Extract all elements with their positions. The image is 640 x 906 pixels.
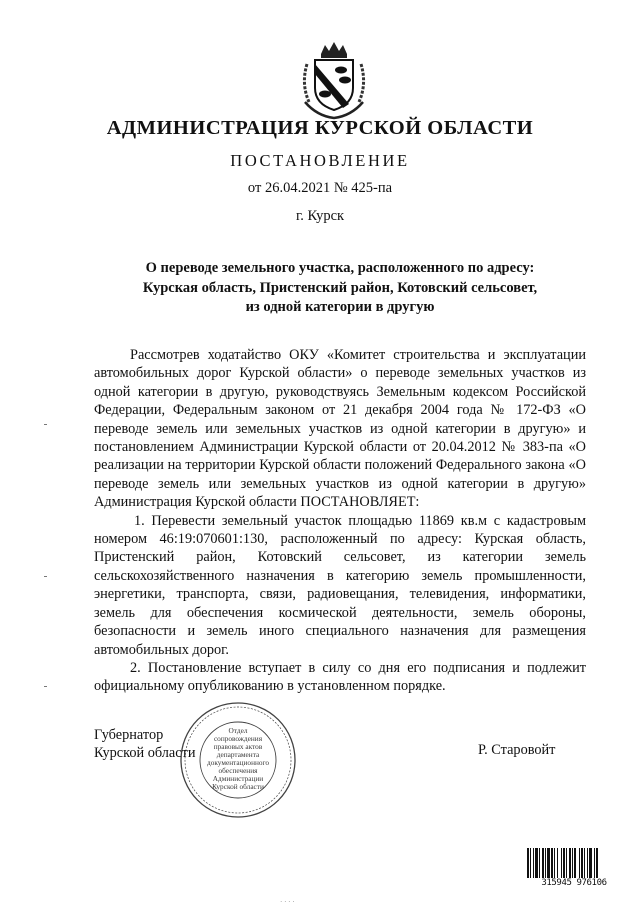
barcode-bar [574, 848, 576, 878]
barcode-bar [547, 848, 550, 878]
document-body [94, 346, 586, 696]
barcode-bar [530, 848, 531, 878]
barcode-icon [526, 848, 622, 882]
stamp-line: правовых актов [213, 742, 263, 751]
barcode-bar [533, 848, 534, 878]
margin-mark [44, 686, 47, 687]
barcode-bar [587, 848, 588, 878]
barcode-bar [584, 848, 585, 878]
signer-position-line: Курской области [94, 745, 196, 762]
barcode-bar [594, 848, 595, 878]
signer-name: Р. Старовойт [478, 742, 556, 758]
stamp-line: сопровождения [213, 734, 263, 743]
resolution-item-2: 2. Постановление вступает в силу со дня его подписания и подлежит официальному опубликованию в установленном порядке. [94, 659, 586, 695]
document-city: г. Курск [295, 208, 345, 224]
barcode-bar [566, 848, 567, 878]
stamp-seal-icon [178, 700, 298, 820]
title-line: Курская область, Пристенский район, Котовский сельсовет, [142, 279, 538, 296]
barcode-bar [572, 848, 573, 878]
resolution-item-1: 1. Перевести земельный участок площадью 11869 кв.м с кадастровым номером 46:19:070601:130, расположенный по адресу: Курская область, Пристенский район, Котовский сельсовет, из категории земель сельскохозяйственного назначения в категорию земель промышленности, энергетики, транспорта, связи, радиовещания, телевидения, информатики, земель для обеспечения космической деятельности, земель обороны, безопасности и земель иного специального назначения для размещения автомобильных дорог. [94, 512, 586, 658]
organization-name: АДМИНИСТРАЦИЯ КУРСКОЙ ОБЛАСТИ [106, 117, 534, 139]
margin-mark [44, 576, 47, 577]
barcode-bar [563, 848, 565, 878]
document-date-number: от 26.04.2021 № 425-па [247, 180, 393, 196]
barcode-bar [545, 848, 546, 878]
barcode-bar [535, 848, 538, 878]
barcode-bar [581, 848, 583, 878]
barcode-number: 315945 976106 [526, 878, 622, 888]
title-line: из одной категории в другую [245, 299, 435, 315]
preamble-paragraph: Рассмотрев ходатайство ОКУ «Комитет строительства и эксплуатации автомобильных дорог Курской области» о переводе земельных участков из одной категории в другую, руководствуясь Земельным кодексом Российской Федерации, Федеральным законом от 21 декабря 2004 года № 172-ФЗ «О переводе земель или земельных участков из одной категории в другую» и постановлением Администрации Курской области от 20.04.2012 № 383-па «О реализации на территории Курской области положений Федерального закона «О переводе земель или земельных участков из одной категории в другую» Администрация Курской области ПОСТАНОВЛЯЕТ: [94, 347, 586, 511]
stamp-line: Курской области [212, 782, 264, 791]
barcode-bar [551, 848, 553, 878]
signer-position-line: Губернатор [94, 727, 164, 743]
stamp-line: департамента [216, 750, 260, 759]
title-line: О переводе земельного участка, расположенного по адресу: [145, 260, 535, 276]
stamp-line: Администрации [212, 774, 264, 783]
stamp-line: документационного [206, 758, 270, 767]
barcode-bar [542, 848, 544, 878]
barcode-bar [589, 848, 592, 878]
stamp-line: обеспечения [218, 766, 258, 775]
barcode-bar [596, 848, 598, 878]
barcode-bar [569, 848, 571, 878]
stamp-line: Отдел [228, 726, 248, 735]
coat-of-arms-icon [299, 40, 369, 120]
margin-mark [44, 424, 47, 425]
barcode-bar [557, 848, 558, 878]
document-title [60, 259, 620, 318]
barcode-bar [579, 848, 580, 878]
signer-position [94, 726, 196, 763]
barcode-bar [554, 848, 555, 878]
barcode-bar [539, 848, 540, 878]
document-type: ПОСТАНОВЛЕНИЕ [230, 151, 410, 170]
scan-mark: · · · · [280, 898, 295, 906]
barcode-bar [561, 848, 562, 878]
barcode-bar [527, 848, 529, 878]
